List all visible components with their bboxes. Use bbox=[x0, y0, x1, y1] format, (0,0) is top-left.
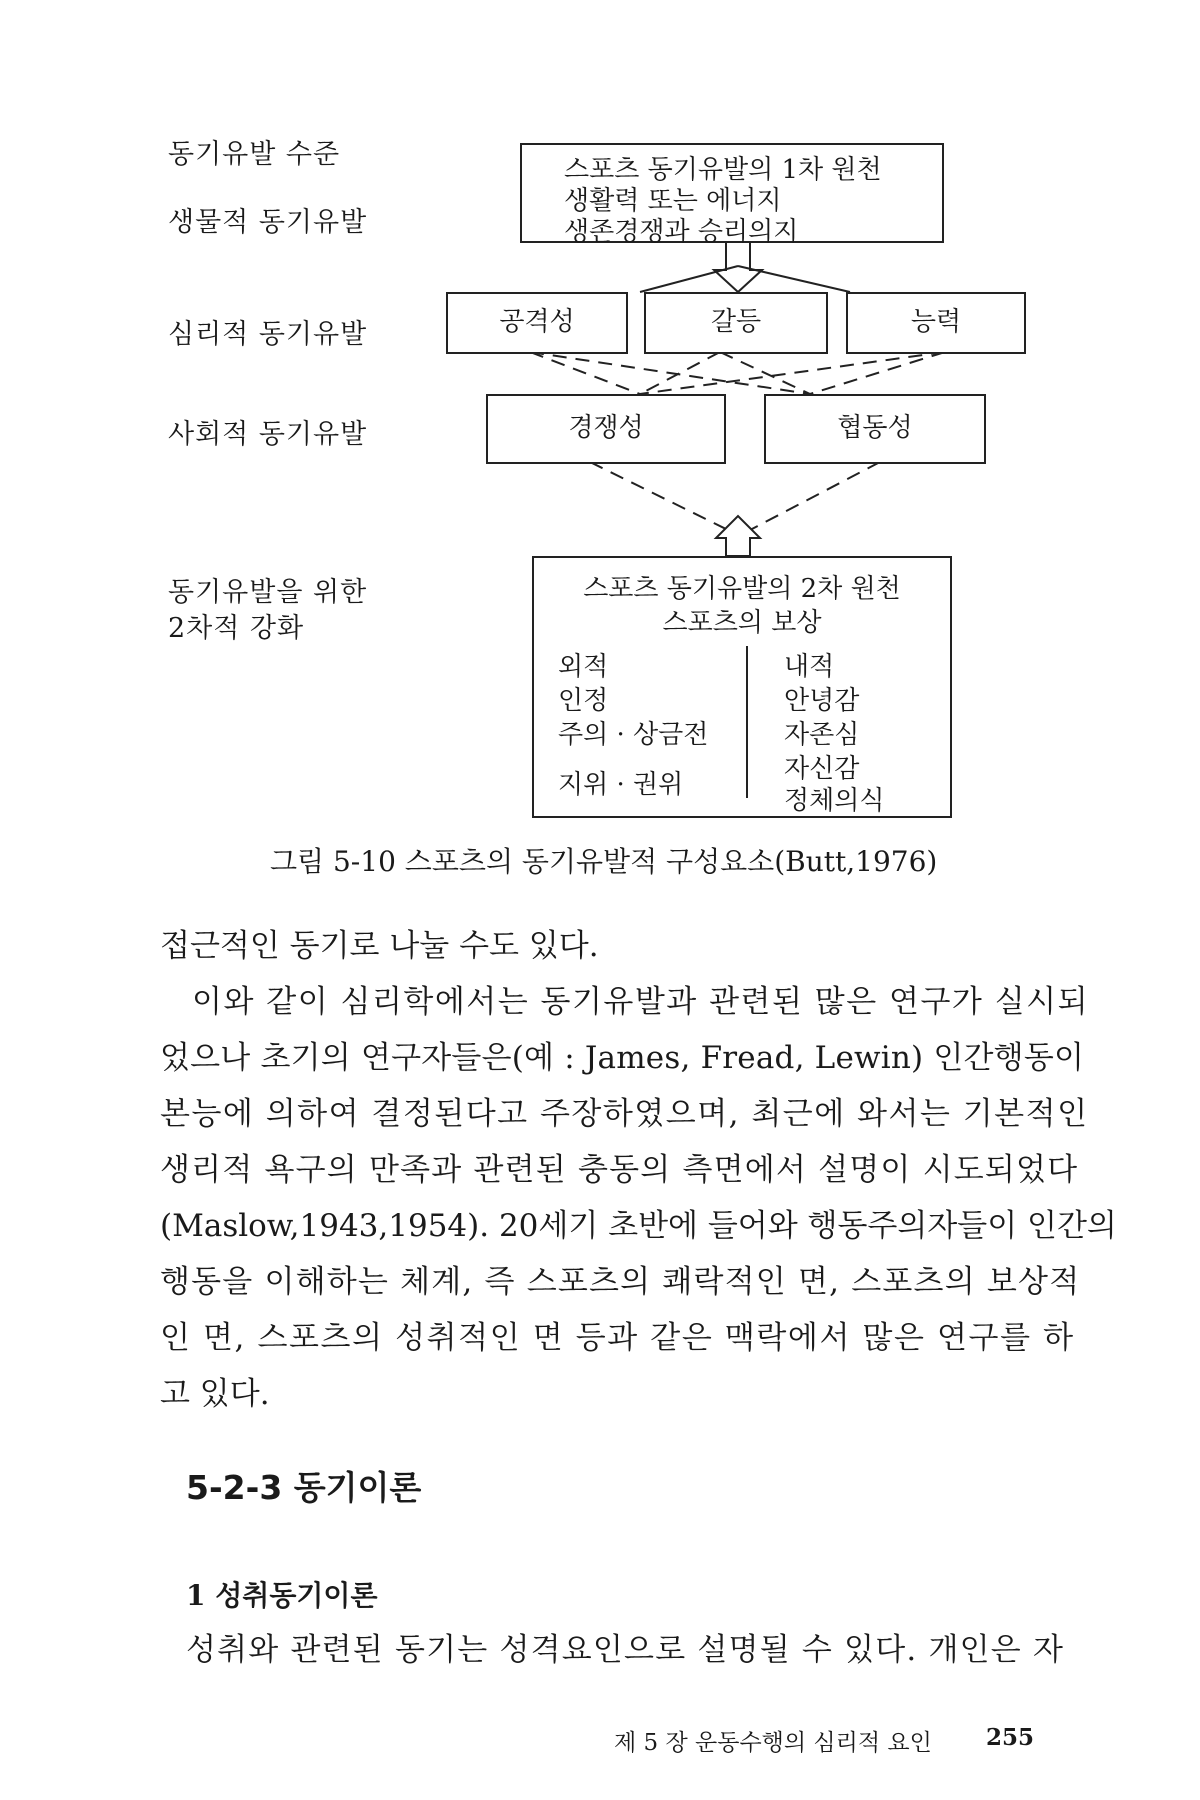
secondary-source-box bbox=[532, 556, 952, 818]
box-competitiveness bbox=[486, 394, 726, 464]
box-conflict bbox=[644, 292, 828, 354]
intrinsic-header: 내적 bbox=[784, 652, 835, 682]
dashed-connector bbox=[810, 352, 945, 394]
up-arrow-icon bbox=[716, 516, 760, 556]
primary-source-line3: 생존경쟁과 승리의지 bbox=[564, 217, 799, 247]
level-secondary-line1: 동기유발을 위한 bbox=[168, 577, 368, 608]
figure-caption: 그림 5-10 스포츠의 동기유발적 구성요소(Butt,1976) bbox=[270, 845, 938, 878]
secondary-source-title2: 스포츠의 보상 bbox=[662, 608, 822, 638]
extrinsic-item: 주의 · 상금전 bbox=[558, 720, 709, 750]
dashed-connector bbox=[530, 352, 640, 394]
page-number: 255 bbox=[986, 1724, 1035, 1751]
level-social: 사회적 동기유발 bbox=[168, 419, 368, 450]
body-line: 본능에 의하여 결정된다고 주장하였으며, 최근에 와서는 기본적인 bbox=[160, 1096, 1089, 1132]
dashed-connector bbox=[640, 352, 945, 394]
secondary-source-title1: 스포츠 동기유발의 2차 원천 bbox=[583, 574, 901, 604]
level-secondary-line2: 2차적 강화 bbox=[168, 613, 305, 644]
body-line: 접근적인 동기로 나눌 수도 있다. bbox=[160, 928, 599, 964]
box-cooperation-label: 협동성 bbox=[837, 413, 913, 443]
extrinsic-header: 외적 bbox=[558, 652, 609, 682]
intrinsic-item: 안녕감 bbox=[784, 686, 860, 716]
column-divider bbox=[746, 646, 748, 798]
box-conflict-label: 갈등 bbox=[710, 307, 762, 337]
box-competitiveness-label: 경쟁성 bbox=[568, 413, 644, 443]
running-head: 제 5 장 운동수행의 심리적 요인 bbox=[614, 1730, 932, 1756]
dashed-connector bbox=[750, 462, 880, 530]
level-psychological: 심리적 동기유발 bbox=[168, 319, 368, 350]
body-line: 이와 같이 심리학에서는 동기유발과 관련된 많은 연구가 실시되 bbox=[192, 984, 1090, 1020]
body-line: 었으나 초기의 연구자들은(예 : James, Fread, Lewin) 인간행동이 bbox=[160, 1040, 1085, 1076]
intrinsic-item: 자존심 bbox=[784, 720, 860, 750]
primary-source-line2: 생활력 또는 에너지 bbox=[564, 186, 782, 216]
box-cooperation bbox=[764, 394, 986, 464]
dashed-connector bbox=[640, 352, 720, 394]
box-aggression bbox=[446, 292, 628, 354]
level-biological: 생물적 동기유발 bbox=[168, 207, 368, 238]
body-line: 고 있다. bbox=[160, 1376, 270, 1412]
intrinsic-item: 자신감 bbox=[784, 754, 860, 784]
subsection-heading: 1 성취동기이론 bbox=[186, 1579, 378, 1612]
extrinsic-item: 인정 bbox=[558, 686, 609, 716]
primary-source-line1: 스포츠 동기유발의 1차 원천 bbox=[564, 155, 882, 185]
box-ability bbox=[846, 292, 1026, 354]
primary-source-box bbox=[520, 143, 944, 247]
subsection-text: 성취와 관련된 동기는 성격요인으로 설명될 수 있다. 개인은 자 bbox=[186, 1632, 1065, 1668]
connector-line bbox=[738, 266, 850, 292]
section-heading: 5-2-3 동기이론 bbox=[186, 1468, 422, 1507]
intrinsic-item: 정체의식 bbox=[784, 786, 885, 816]
level-header: 동기유발 수준 bbox=[168, 139, 341, 170]
box-ability-label: 능력 bbox=[910, 307, 962, 337]
dashed-connector bbox=[590, 462, 728, 530]
body-line: (Maslow,1943,1954). 20세기 초반에 들어와 행동주의자들이 인간의 bbox=[160, 1208, 1117, 1244]
body-line: 행동을 이해하는 체계, 즉 스포츠의 쾌락적인 면, 스포츠의 보상적 bbox=[160, 1264, 1081, 1300]
body-line: 생리적 욕구의 만족과 관련된 충동의 측면에서 설명이 시도되었다 bbox=[160, 1152, 1079, 1188]
body-line: 인 면, 스포츠의 성취적인 면 등과 같은 맥락에서 많은 연구를 하 bbox=[160, 1320, 1075, 1356]
box-aggression-label: 공격성 bbox=[499, 307, 575, 337]
dashed-connector bbox=[530, 352, 810, 394]
extrinsic-item: 지위 · 권위 bbox=[558, 770, 684, 800]
